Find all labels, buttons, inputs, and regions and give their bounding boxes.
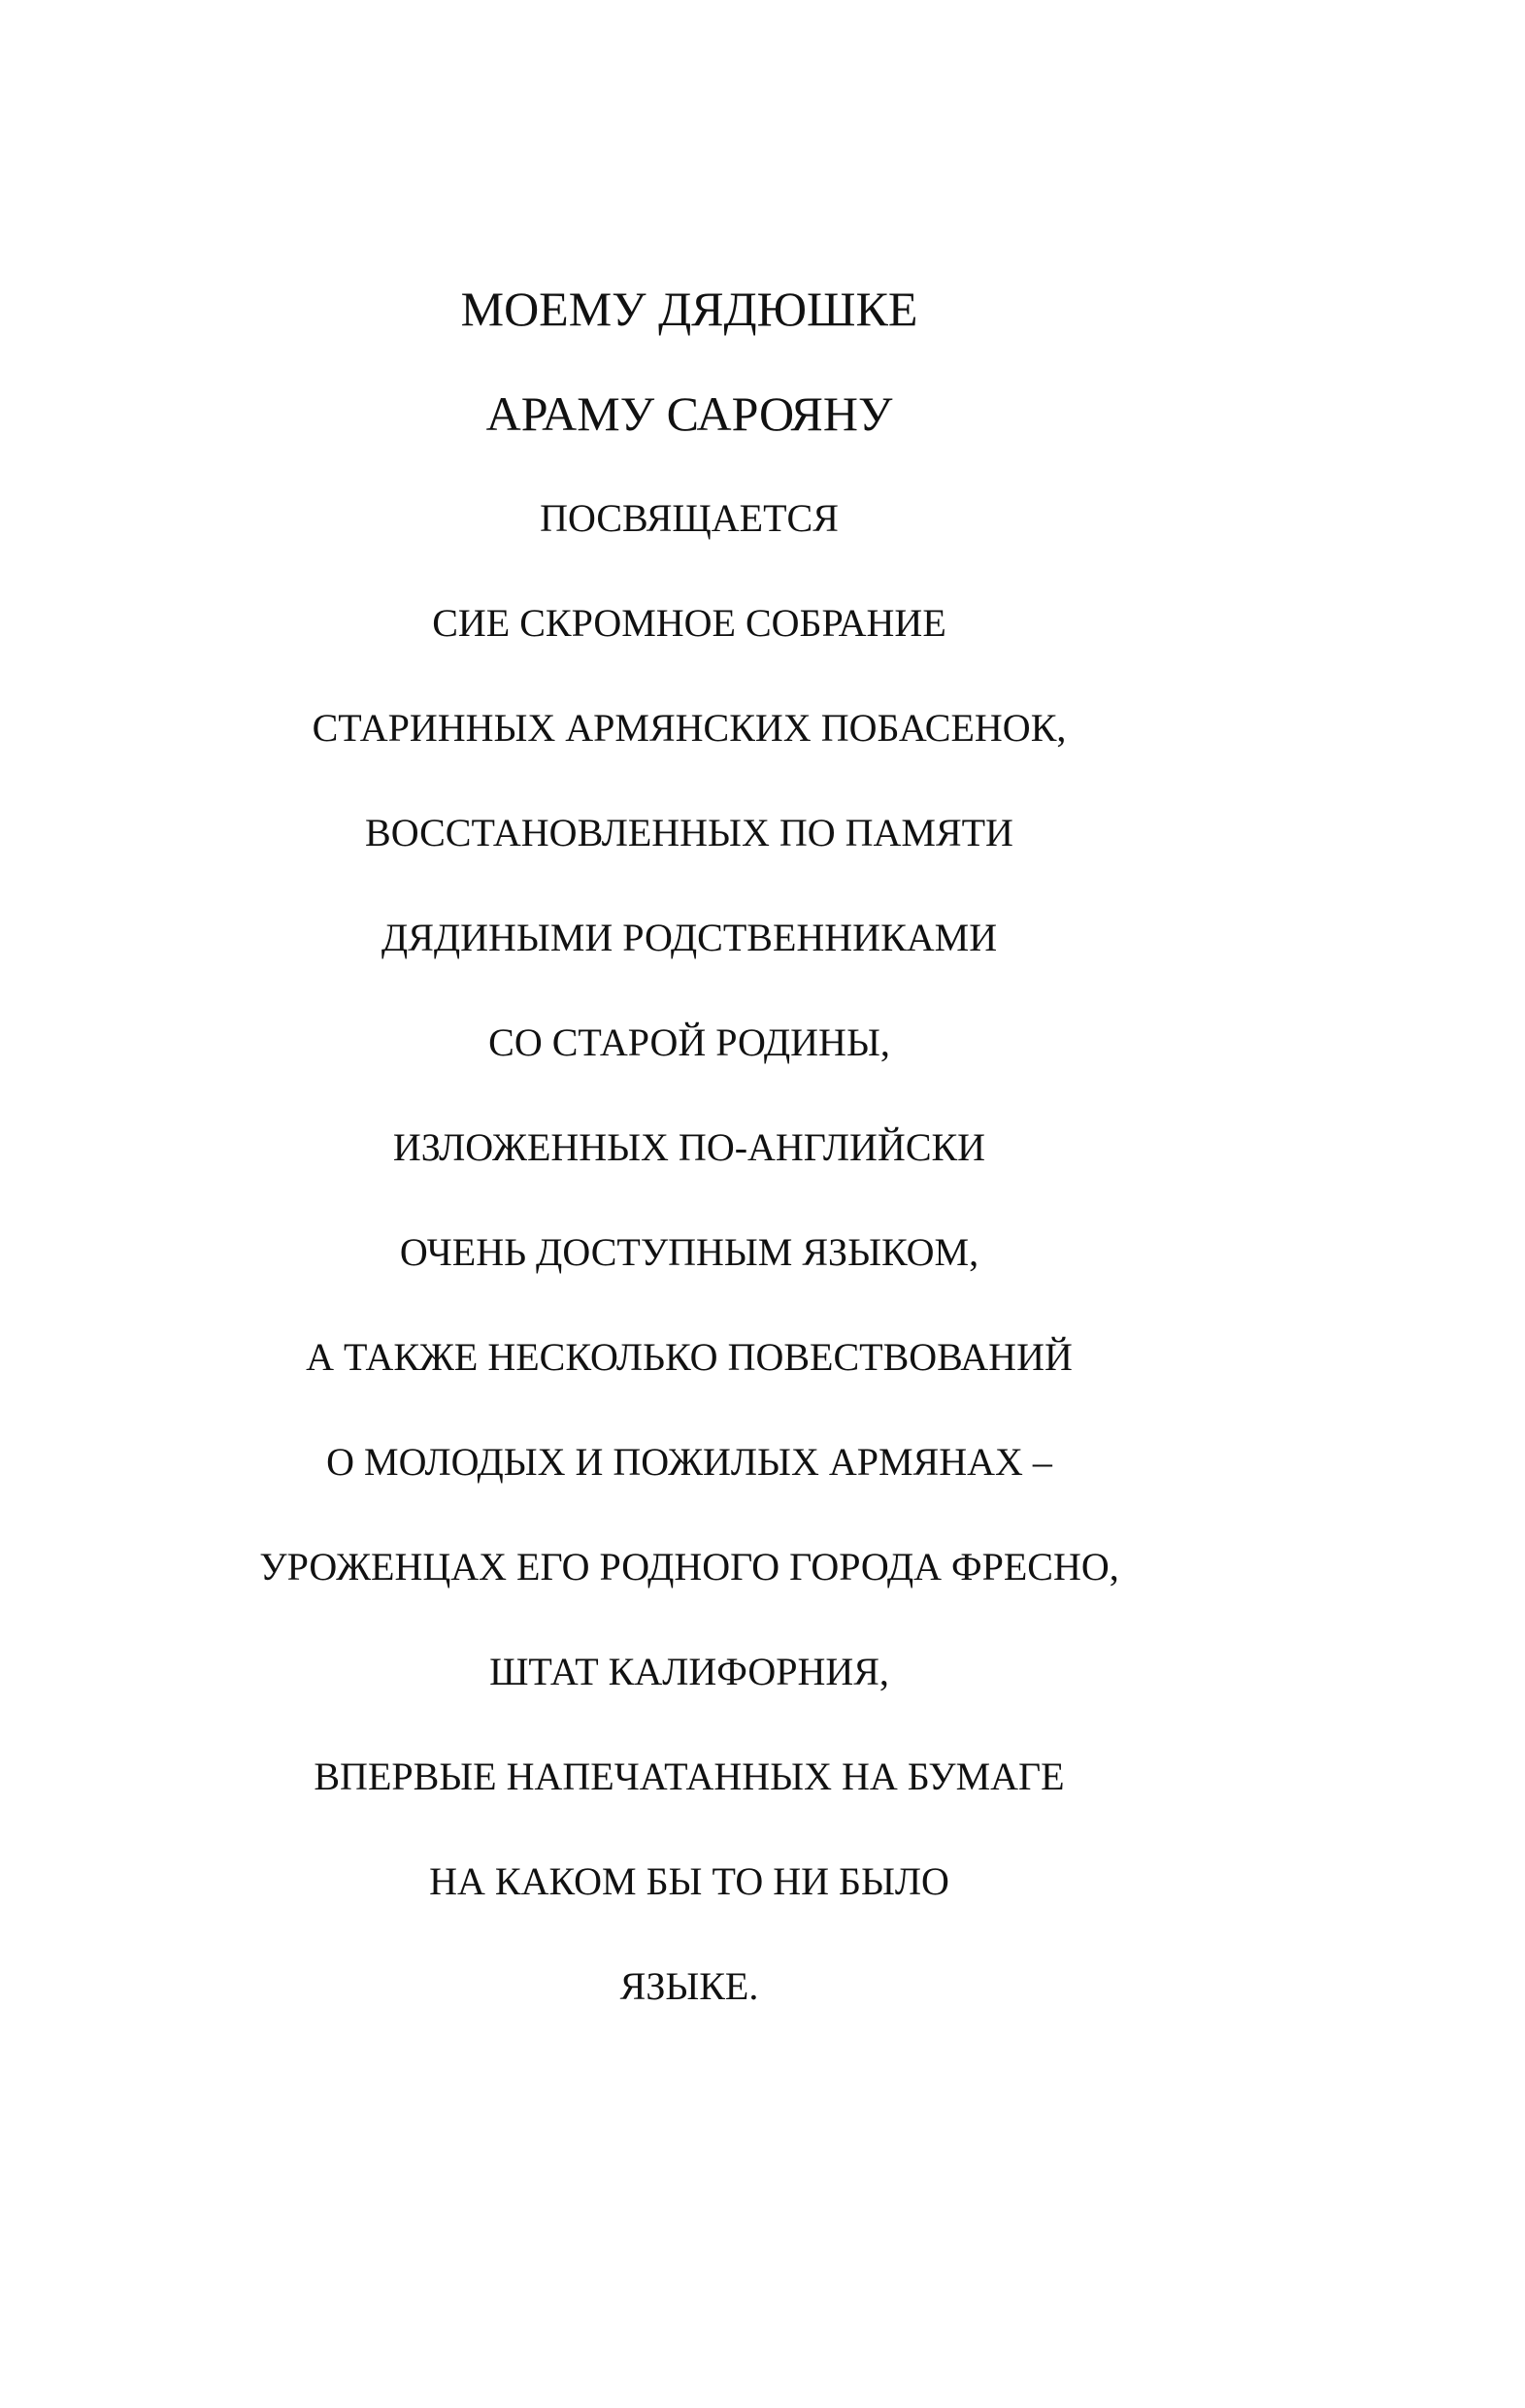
- dedication-line-recipient-name: АРАМУ САРОЯНУ: [485, 386, 893, 441]
- dedication-line: ПОСВЯЩАЕТСЯ: [540, 496, 839, 540]
- dedication-line: ВПЕРВЫЕ НАПЕЧАТАННЫХ НА БУМАГЕ: [314, 1755, 1065, 1798]
- dedication-line: СО СТАРОЙ РОДИНЫ,: [488, 1020, 890, 1064]
- dedication-line-recipient: МОЕМУ ДЯДЮШКЕ: [460, 282, 918, 336]
- dedication-line: СТАРИННЫХ АРМЯНСКИХ ПОБАСЕНОК,: [312, 706, 1067, 750]
- dedication-line: ШТАТ КАЛИФОРНИЯ,: [489, 1650, 889, 1693]
- dedication-line: СИЕ СКРОМНОЕ СОБРАНИЕ: [432, 601, 946, 645]
- dedication-line: ЯЗЫКЕ.: [619, 1964, 759, 2008]
- dedication-line: ДЯДИНЫМИ РОДСТВЕННИКАМИ: [381, 916, 998, 959]
- dedication-line: НА КАКОМ БЫ ТО НИ БЫЛО: [429, 1859, 949, 1903]
- dedication-line: ОЧЕНЬ ДОСТУПНЫМ ЯЗЫКОМ,: [399, 1230, 979, 1274]
- dedication-block: [0, 256, 1378, 2039]
- dedication-line: ИЗЛОЖЕННЫХ ПО-АНГЛИЙСКИ: [392, 1125, 986, 1169]
- dedication-line: ВОССТАНОВЛЕННЫХ ПО ПАМЯТИ: [365, 811, 1013, 854]
- dedication-line: А ТАКЖЕ НЕСКОЛЬКО ПОВЕСТВОВАНИЙ: [306, 1335, 1073, 1379]
- dedication-line: О МОЛОДЫХ И ПОЖИЛЫХ АРМЯНАХ –: [326, 1440, 1052, 1484]
- dedication-line: УРОЖЕНЦАХ ЕГО РОДНОГО ГОРОДА ФРЕСНО,: [259, 1545, 1119, 1589]
